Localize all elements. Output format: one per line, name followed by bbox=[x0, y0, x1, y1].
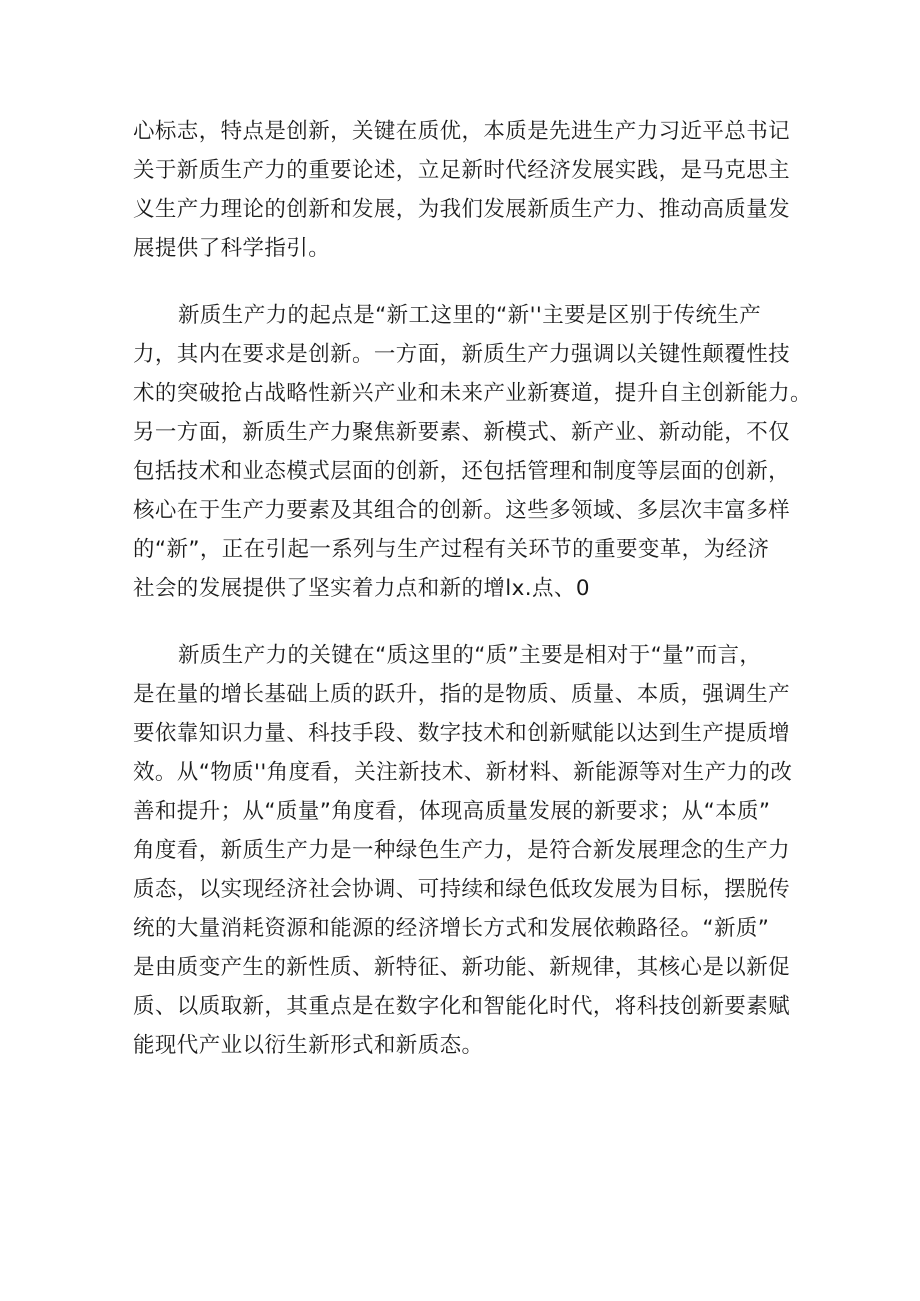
text-line: 统的大量消耗资源和能源的经济增长方式和发展依赖路径。“新质” bbox=[133, 916, 770, 941]
text-line: 效。从“物质''角度看，关注新技术、新材料、新能源等对生产力的改 bbox=[133, 760, 793, 785]
text-line: 力，其内在要求是创新。一方面，新质生产力强调以关键性颠覆性技 bbox=[133, 342, 791, 367]
text-line: 新质生产力的起点是“新工这里的“新''主要是区别于传统生产 bbox=[178, 303, 762, 328]
text-line: 术的突破抢占战略性新兴产业和未来产业新赛道，提升自主创新能力。 bbox=[133, 381, 812, 406]
text-line: 能现代产业以衍生新形式和新质态。 bbox=[133, 1033, 484, 1058]
text-line: 角度看，新质生产力是一种绿色生产力，是符合新发展理念的生产力 bbox=[133, 838, 791, 863]
text-line: 质、以质取新，其重点是在数字化和智能化时代，将科技创新要素赋 bbox=[133, 994, 791, 1019]
text-line: 心标志，特点是创新，关键在质优，本质是先进生产力习近平总书记 bbox=[133, 119, 791, 144]
text-line: 是由质变产生的新性质、新特征、新功能、新规律，其核心是以新促 bbox=[133, 955, 791, 980]
text-line: 的“新”，正在引起一系列与生产过程有关环节的重要变革，为经济 bbox=[133, 537, 770, 562]
text-line: 善和提升；从“质量”角度看，体现高质量发展的新要求；从“本质” bbox=[133, 799, 771, 824]
text-line: 包括技术和业态模式层面的创新，还包括管理和制度等层面的创新， bbox=[133, 459, 791, 484]
text-line: 展提供了科学指引。 bbox=[133, 236, 331, 261]
paragraph-1 bbox=[133, 112, 791, 268]
text-line: 社会的发展提供了坚实着力点和新的增lx.点、0 bbox=[133, 576, 590, 601]
text-line: 要依靠知识力量、科技手段、数字技术和创新赋能以达到生产提质增 bbox=[133, 721, 791, 746]
text-line: 义生产力理论的创新和发展，为我们发展新质生产力、推动高质量发 bbox=[133, 197, 791, 222]
paragraph-3 bbox=[133, 636, 793, 1065]
document-page bbox=[133, 112, 812, 1065]
paragraph-2 bbox=[133, 296, 812, 608]
text-line: 关于新质生产力的重要论述，立足新时代经济发展实践，是马克思主 bbox=[133, 158, 791, 183]
text-line: 质态，以实现经济社会协调、可持续和绿色低玫发展为目标，摆脱传 bbox=[133, 877, 791, 902]
text-line: 另一方面，新质生产力聚焦新要素、新模式、新产业、新动能，不仅 bbox=[133, 420, 791, 445]
text-line: 新质生产力的关键在“质这里的“质”主要是相对于“量”而言， bbox=[178, 643, 762, 668]
text-line: 核心在于生产力要素及其组合的创新。这些多领域、多层次丰富多样 bbox=[133, 498, 791, 523]
text-line: 是在量的增长基础上质的跃升，指的是物质、质量、本质，强调生产 bbox=[133, 682, 791, 707]
